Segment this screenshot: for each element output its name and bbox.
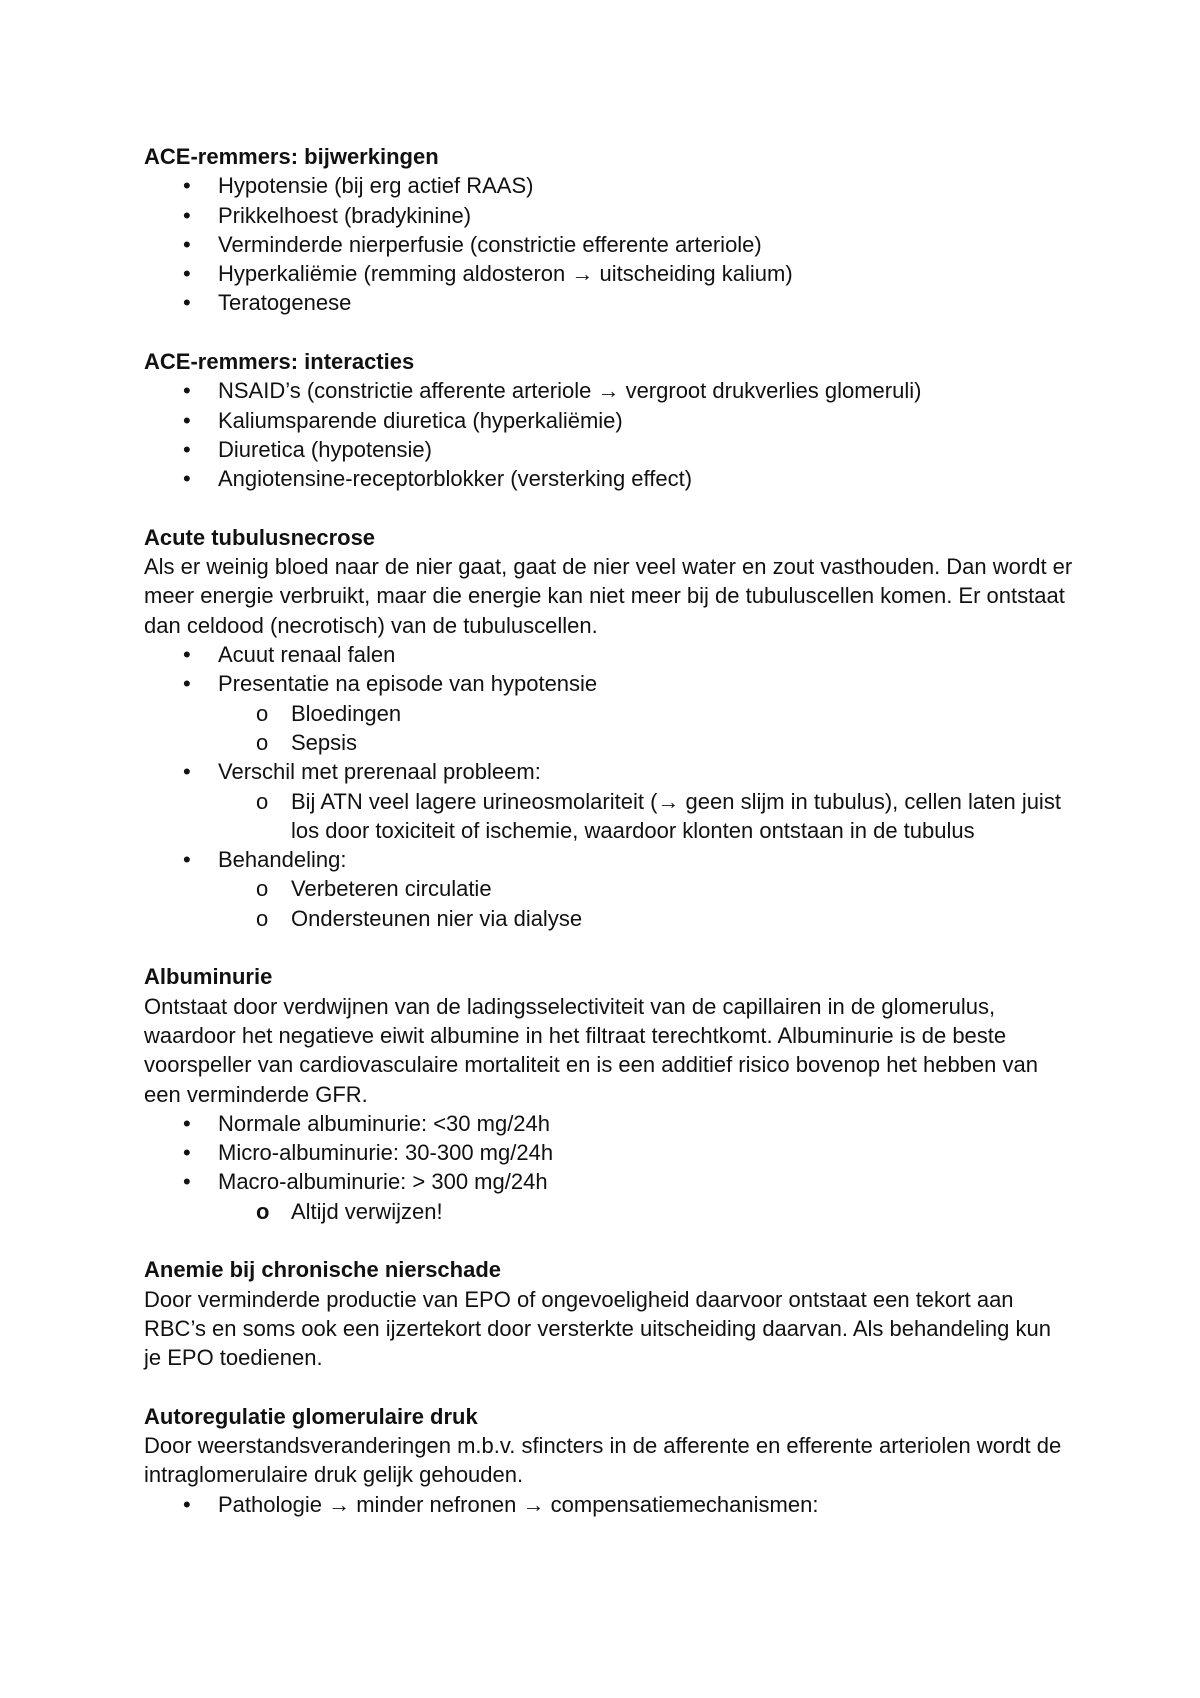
bullet-marker: • xyxy=(183,202,191,228)
bullet-marker: • xyxy=(183,466,191,492)
section-heading: Albuminurie xyxy=(144,964,273,990)
list-item: • Hypotensie (bij erg actief RAAS) xyxy=(144,171,1074,200)
list-item: • Angiotensine-receptorblokker (versterking effect) xyxy=(144,464,1074,493)
section-autoregulatie xyxy=(144,1402,1074,1519)
section-ace-interacties xyxy=(144,347,1074,493)
section-albuminurie xyxy=(144,962,1074,1226)
list-item: • Hyperkaliëmie (remming aldosteron → uitscheiding kalium) xyxy=(144,259,1074,288)
bullet-marker: • xyxy=(183,1169,191,1195)
bullet-marker: • xyxy=(183,1491,191,1517)
bullet-marker: • xyxy=(183,231,191,257)
sub-bullet-marker: o xyxy=(256,788,269,814)
list-item: • Presentatie na episode van hypotensie xyxy=(144,669,1074,698)
sub-list-item: o Bij ATN veel lagere urineosmolariteit (→ geen slijm in tubulus), cellen laten juist los door toxiciteit of ischemie, waardoor klonten ontstaan in de tubulus xyxy=(256,788,1061,843)
list-item: • Macro-albuminurie: > 300 mg/24h xyxy=(144,1167,1074,1196)
sub-bullet-marker: o xyxy=(256,905,269,931)
list-item: • Verschil met prerenaal probleem: xyxy=(144,757,1074,786)
section-ace-bijwerkingen xyxy=(144,142,1074,318)
section-heading: Acute tubulusnecrose xyxy=(144,524,376,550)
bullet-marker: • xyxy=(183,642,191,668)
list-item: • Micro-albuminurie: 30-300 mg/24h xyxy=(144,1138,1074,1167)
sub-list-item: o Verbeteren circulatie xyxy=(144,874,1074,903)
list-item: • Acuut renaal falen xyxy=(144,640,1074,669)
bullet-marker: • xyxy=(183,1140,191,1166)
bullet-marker: • xyxy=(183,1110,191,1136)
bullet-list xyxy=(144,1109,1074,1226)
section-paragraph: Ontstaat door verdwijnen van de ladingsselectiviteit van de capillairen in de glomerulus, waardoor het negatieve eiwit albumine in het filtraat terechtkomt. Albuminurie is de beste voorspeller van cardiovasculaire mortaliteit en is een additief risico bovenop het hebben van een verminderde GFR. xyxy=(144,993,1038,1107)
list-item: • Prikkelhoest (bradykinine) xyxy=(144,201,1074,230)
section-heading: ACE-remmers: bijwerkingen xyxy=(144,144,439,169)
bullet-marker: • xyxy=(183,436,191,462)
bullet-marker: • xyxy=(183,261,191,287)
sub-list-item: o Altijd verwijzen! xyxy=(144,1197,1074,1226)
bullet-list xyxy=(144,171,1074,317)
list-item: • Verminderde nierperfusie (constrictie efferente arteriole) xyxy=(144,230,1074,259)
bullet-marker: • xyxy=(183,847,191,873)
section-heading: Autoregulatie glomerulaire druk xyxy=(144,1403,478,1429)
bullet-marker: • xyxy=(183,759,191,785)
section-paragraph: Door weerstandsveranderingen m.b.v. sfincters in de afferente en efferente arteriolen wordt de intraglomerulaire druk gelijk gehouden. xyxy=(144,1433,1062,1488)
section-anemie xyxy=(144,1255,1074,1372)
bullet-list xyxy=(144,640,1074,933)
section-paragraph: Als er weinig bloed naar de nier gaat, gaat de nier veel water en zout vasthouden. Dan wordt er meer energie verbruikt, maar die energie kan niet meer bij de tubuluscellen komen. Er ontstaat dan celdood (necrotisch) van de tubuluscellen. xyxy=(144,554,1073,638)
document-content xyxy=(144,142,1074,1548)
bullet-marker: • xyxy=(183,671,191,697)
section-heading: Anemie bij chronische nierschade xyxy=(144,1257,502,1283)
list-item: • Pathologie → minder nefronen → compensatiemechanismen: xyxy=(144,1490,1074,1519)
list-item: • Normale albuminurie: <30 mg/24h xyxy=(144,1109,1074,1138)
bullet-list xyxy=(144,1490,1074,1519)
bullet-marker: • xyxy=(183,407,191,433)
sub-bullet-marker: o xyxy=(256,1198,270,1224)
sub-list-item: o Bloedingen xyxy=(144,699,1074,728)
sub-bullet-marker: o xyxy=(256,876,269,902)
section-acute-tubulusnecrose xyxy=(144,523,1074,933)
bullet-marker: • xyxy=(183,173,191,199)
list-item: • Diuretica (hypotensie) xyxy=(144,435,1074,464)
sub-bullet-marker: o xyxy=(256,729,269,755)
section-paragraph: Door verminderde productie van EPO of ongevoeligheid daarvoor ontstaat een tekort aan RBC’s en soms ook een ijzertekort door versterkte uitscheiding daarvan. Als behandeling kun je EPO toedienen. xyxy=(144,1286,1051,1371)
list-item: • NSAID’s (constrictie afferente arteriole → vergroot drukverlies glomeruli) xyxy=(144,376,1074,405)
sub-list-item: o Sepsis xyxy=(144,728,1074,757)
bullet-marker: • xyxy=(183,290,191,316)
list-item: • Behandeling: xyxy=(144,845,1074,874)
sub-bullet-marker: o xyxy=(256,700,269,726)
bullet-marker: • xyxy=(183,378,191,404)
list-item: • Kaliumsparende diuretica (hyperkaliëmie) xyxy=(144,406,1074,435)
sub-list-item: o Ondersteunen nier via dialyse xyxy=(144,904,1074,933)
list-item: • Teratogenese xyxy=(144,288,1074,317)
section-heading: ACE-remmers: interacties xyxy=(144,349,415,375)
bullet-list xyxy=(144,376,1074,493)
